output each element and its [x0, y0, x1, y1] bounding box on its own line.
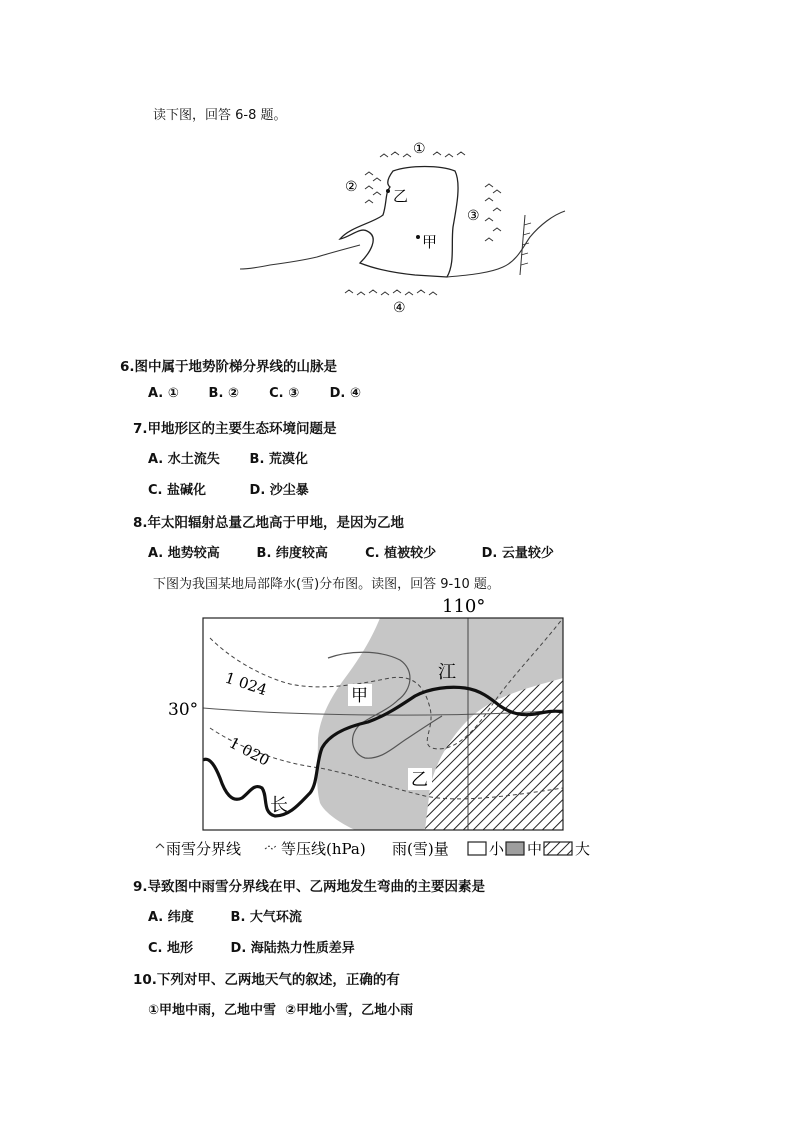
- label-m2: ②: [345, 179, 358, 195]
- q6-option-a[interactable]: A. ①: [148, 386, 179, 401]
- legend-isobar: 等压线(hPa): [281, 840, 366, 858]
- river: [240, 245, 360, 269]
- q6-option-d[interactable]: D. ④: [329, 386, 361, 401]
- q6-option-b[interactable]: B. ②: [208, 386, 239, 401]
- legend-large: 大: [575, 840, 591, 858]
- lat-label: 30°: [168, 700, 199, 720]
- q9-options-row2: [148, 937, 355, 956]
- q8-options: [148, 542, 554, 561]
- q10-statement: ①甲地中雨，乙地中雪 ②甲地小雪，乙地小雨: [148, 1003, 414, 1018]
- label-yi: 乙: [411, 770, 428, 790]
- label-yi: 乙: [393, 187, 409, 205]
- isobar-1024-label: 1 024: [222, 668, 270, 700]
- q8-option-d[interactable]: D. 云量较少: [481, 546, 554, 561]
- q6-option-c[interactable]: C. ③: [269, 386, 300, 401]
- intro-6-8: 读下图，回答 6-8 题。: [153, 108, 287, 123]
- q8-option-c[interactable]: C. 植被较少: [365, 546, 437, 561]
- basin-outline: [340, 167, 458, 278]
- legend-amount: 雨(雪)量: [392, 840, 449, 858]
- q7-stem: 7.甲地形区的主要生态环境问题是: [133, 421, 337, 437]
- q6-stem: 6.图中属于地势阶梯分界线的山脉是: [120, 359, 338, 375]
- lon-label: 110°: [442, 598, 486, 617]
- label-jia: 甲: [351, 686, 368, 706]
- q6-options: [148, 386, 361, 401]
- q8-option-b[interactable]: B. 纬度较高: [256, 546, 328, 561]
- label-m1: ①: [413, 141, 426, 157]
- q9-option-d[interactable]: D. 海陆热力性质差异: [230, 941, 355, 956]
- q9-option-a[interactable]: A. 纬度: [148, 910, 194, 925]
- q7-options-row2: [148, 479, 309, 498]
- q9-option-c[interactable]: C. 地形: [148, 941, 194, 956]
- q9-option-b[interactable]: B. 大气环流: [230, 910, 302, 925]
- isobar-1020-label: 1 020: [226, 733, 273, 770]
- label-jiang: 江: [438, 662, 456, 683]
- legend-small: 小: [489, 840, 505, 858]
- legend-rain-snow-line: 雨雪分界线: [166, 840, 242, 858]
- label-chang: 长: [270, 795, 288, 816]
- q7-option-d[interactable]: D. 沙尘暴: [249, 483, 309, 498]
- label-m3: ③: [467, 208, 480, 224]
- q7-option-c[interactable]: C. 盐碱化: [148, 483, 207, 498]
- q9-stem: 9.导致图中雨雪分界线在甲、乙两地发生弯曲的主要因素是: [133, 879, 486, 895]
- map-legend: [156, 840, 590, 858]
- q7-options-row1: [148, 448, 308, 467]
- q8-option-a[interactable]: A. 地势较高: [148, 546, 220, 561]
- q7-option-b[interactable]: B. 荒漠化: [249, 452, 308, 467]
- precipitation-map: [150, 598, 620, 868]
- q7-option-a[interactable]: A. 水土流失: [148, 452, 220, 467]
- q10-stem: 10.下列对甲、乙两地天气的叙述，正确的有: [133, 972, 400, 988]
- q9-options-row1: [148, 906, 302, 925]
- label-jia: 甲: [422, 233, 438, 251]
- legend-medium: 中: [527, 840, 543, 858]
- label-m4: ④: [393, 300, 406, 316]
- basin-map: [235, 135, 580, 320]
- q8-stem: 8.年太阳辐射总量乙地高于甲地，是因为乙地: [133, 515, 405, 531]
- intro-9-10: 下图为我国某地局部降水(雪)分布图。读图，回答 9-10 题。: [153, 577, 500, 592]
